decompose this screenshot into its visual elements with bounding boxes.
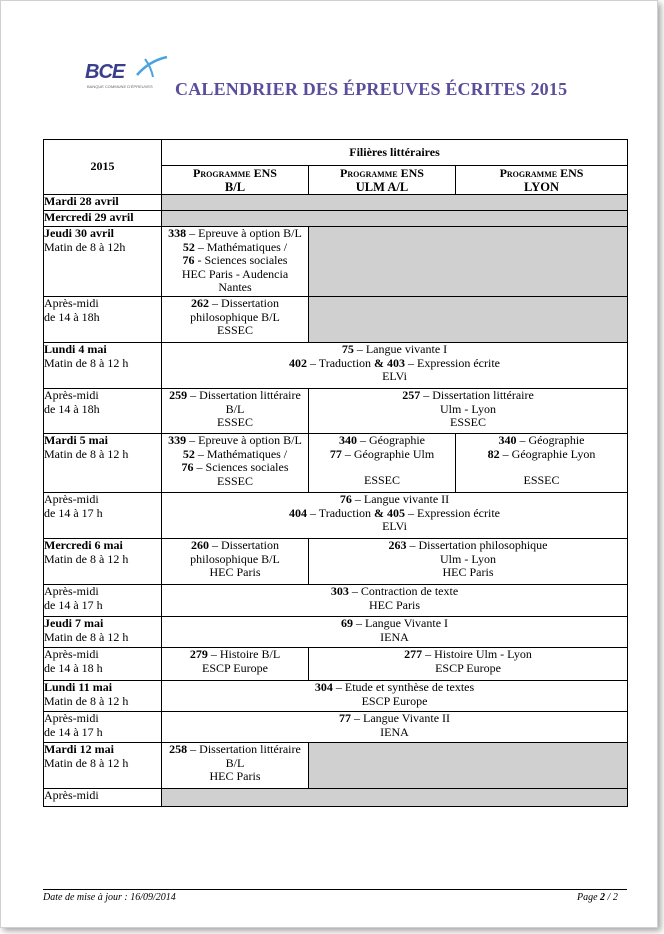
table-row (44, 617, 628, 648)
exam-cell: 339 – Epreuve à option B/L 52 – Mathématiques / 76 – Sciences sociales ESSEC (162, 434, 309, 493)
exam-cell: 257 – Dissertation littéraire Ulm - Lyon ESSEC (309, 389, 628, 434)
programme-lyon: Programme ENS LYON (456, 166, 628, 195)
day-cell: Mardi 28 avril (44, 195, 162, 211)
exam-cell: 340 – Géographie 82 – Géographie Lyon ESSEC (456, 434, 628, 493)
logo-subtitle: BANQUE COMMUNE D'ÉPREUVES (87, 84, 153, 89)
exam-cell: 258 – Dissertation littéraire B/L HEC Paris (162, 743, 309, 789)
table-row (44, 493, 628, 539)
table-row (44, 389, 628, 434)
exam-cell: 279 – Histoire B/L ESCP Europe (162, 648, 309, 681)
programme-ulm: Programme ENS ULM A/L (309, 166, 456, 195)
year-header: 2015 (44, 140, 162, 195)
day-cell: Mardi 5 mai Matin de 8 à 12 h (44, 434, 162, 493)
day-cell: Mercredi 29 avril (44, 211, 162, 227)
day-cell: Jeudi 30 avril Matin de 8 à 12h (44, 227, 162, 297)
table-row (44, 343, 628, 389)
table-row (44, 743, 628, 789)
empty-cell (162, 211, 628, 227)
exam-cell: 75 – Langue vivante I 402 – Traduction & 403 – Expression écrite ELVi (162, 343, 628, 389)
day-cell: Après-midi de 14 à 18 h (44, 648, 162, 681)
exam-cell: 303 – Contraction de texte HEC Paris (162, 585, 628, 617)
exam-cell: 263 – Dissertation philosophique Ulm - Lyon HEC Paris (309, 539, 628, 585)
table-row (44, 681, 628, 712)
day-cell: Jeudi 7 mai Matin de 8 à 12 h (44, 617, 162, 648)
day-cell: Lundi 11 mai Matin de 8 à 12 h (44, 681, 162, 712)
day-cell: Après-midi de 14 à 17 h (44, 493, 162, 539)
exam-cell: 304 – Etude et synthèse de textes ESCP Europe (162, 681, 628, 712)
header-row (44, 140, 628, 166)
logo-swoosh-icon (135, 55, 169, 79)
exam-calendar-table (43, 139, 628, 807)
empty-cell (309, 297, 628, 343)
exam-cell: 340 – Géographie 77 – Géographie Ulm ESSEC (309, 434, 456, 493)
page-title: CALENDRIER DES ÉPREUVES ÉCRITES 2015 (175, 79, 568, 99)
table-row (44, 789, 628, 807)
update-date: Date de mise à jour : 16/09/2014 (43, 892, 176, 903)
day-cell: Mercredi 6 mai Matin de 8 à 12 h (44, 539, 162, 585)
table-row (44, 585, 628, 617)
exam-cell: 338 – Epreuve à option B/L 52 – Mathématiques / 76 - Sciences sociales HEC Paris - Audencia Nantes (162, 227, 309, 297)
exam-cell: 69 – Langue Vivante I IENA (162, 617, 628, 648)
exam-cell: 77 – Langue Vivante II IENA (162, 712, 628, 743)
exam-cell: 262 – Dissertation philosophique B/L ESSEC (162, 297, 309, 343)
day-cell: Lundi 4 mai Matin de 8 à 12 h (44, 343, 162, 389)
day-cell: Mardi 12 mai Matin de 8 à 12 h (44, 743, 162, 789)
footer-divider (43, 889, 627, 890)
page-number: Page 2 / 2 (577, 892, 618, 903)
exam-cell: 259 – Dissertation littéraire B/L ESSEC (162, 389, 309, 434)
table-row (44, 712, 628, 743)
empty-cell (162, 789, 628, 807)
exam-cell: 277 – Histoire Ulm - Lyon ESCP Europe (309, 648, 628, 681)
logo-text: BCE (85, 61, 125, 83)
empty-cell (162, 195, 628, 211)
bce-logo (85, 55, 171, 95)
day-cell: Après-midi de 14 à 18h (44, 297, 162, 343)
day-cell: Après-midi de 14 à 18h (44, 389, 162, 434)
exam-cell: 260 – Dissertation philosophique B/L HEC Paris (162, 539, 309, 585)
day-cell: Après-midi de 14 à 17 h (44, 585, 162, 617)
table-row (44, 227, 628, 297)
empty-cell (309, 743, 628, 789)
day-cell: Après-midi de 14 à 17 h (44, 712, 162, 743)
table-row (44, 195, 628, 211)
table-row (44, 297, 628, 343)
table-row (44, 539, 628, 585)
table-row (44, 211, 628, 227)
day-cell: Après-midi (44, 789, 162, 807)
table-row (44, 648, 628, 681)
empty-cell (309, 227, 628, 297)
exam-cell: 76 – Langue vivante II 404 – Traduction & 405 – Expression écrite ELVi (162, 493, 628, 539)
programme-bl: Programme ENS B/L (162, 166, 309, 195)
filieres-header: Filières littéraires (162, 140, 628, 166)
table-row (44, 434, 628, 493)
